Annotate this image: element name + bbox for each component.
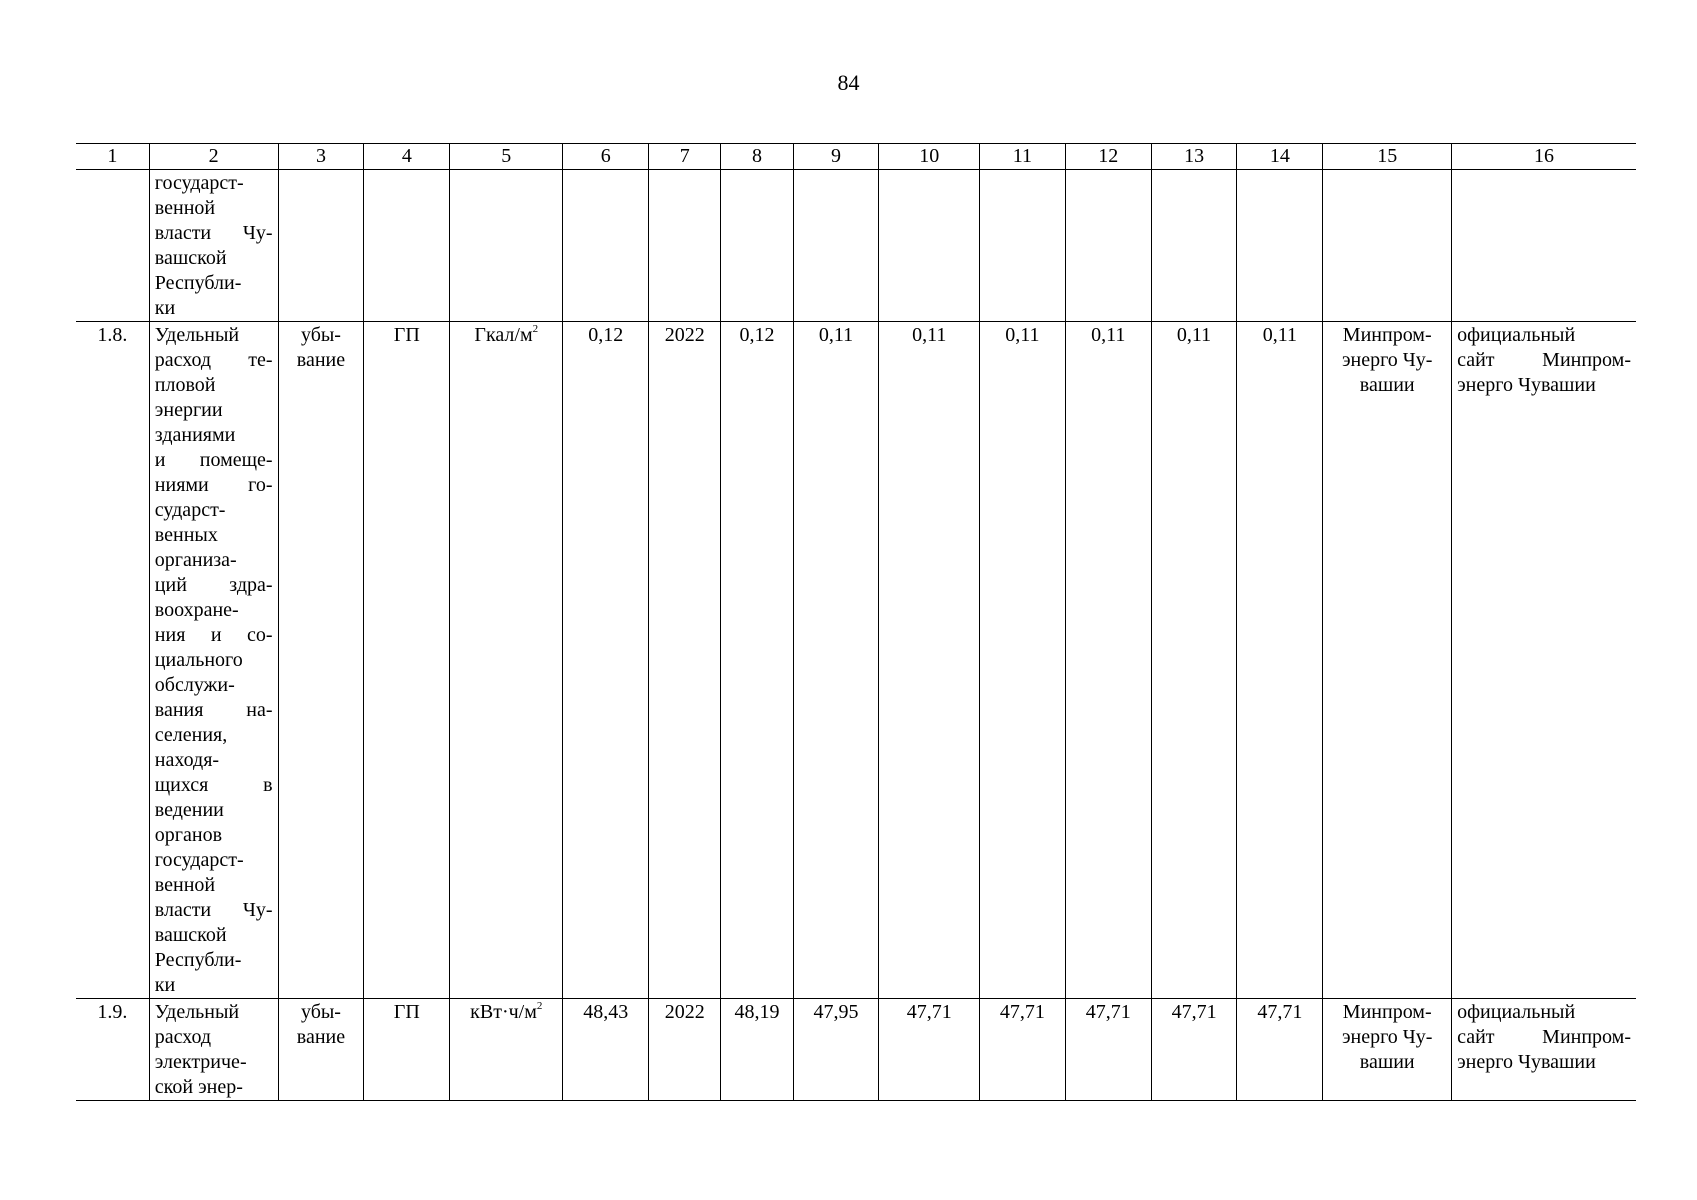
text-line: ской энер- <box>154 1076 243 1098</box>
header-cell: 11 <box>979 144 1065 170</box>
text-line: ведении <box>154 799 224 821</box>
text-line: вания на- <box>154 699 273 721</box>
text-line: сайт Минпром- <box>1457 349 1631 371</box>
unit-text: кВт·ч/м <box>470 1001 537 1023</box>
text-line: Республи- <box>154 949 242 971</box>
text-line: государст- <box>154 172 244 194</box>
value-cell: 0,11 <box>1237 322 1323 999</box>
header-cell: 6 <box>563 144 649 170</box>
header-cell: 16 <box>1452 144 1636 170</box>
text-line: власти Чу- <box>154 222 273 244</box>
row-number: 1.8. <box>76 322 149 999</box>
header-cell: 12 <box>1065 144 1151 170</box>
text-line: официальный <box>1457 324 1576 346</box>
value-cell: 47,71 <box>1151 999 1237 1101</box>
header-cell: 2 <box>149 144 278 170</box>
page-number: 84 <box>837 70 860 95</box>
source-cell <box>1452 322 1636 999</box>
header-cell: 8 <box>721 144 793 170</box>
text-line: ния и со- <box>154 624 273 646</box>
text-line: циального <box>154 649 243 671</box>
text-line: венной <box>154 874 216 896</box>
text-line: сайт Минпром- <box>1457 1026 1631 1048</box>
text-line: вание <box>296 349 346 371</box>
text-line: энерго Чу- <box>1341 1026 1433 1048</box>
text-line: расход <box>154 1026 212 1048</box>
table-row <box>76 322 1636 999</box>
text-line: Удельный <box>154 1001 240 1023</box>
text-line: зданиями <box>154 424 236 446</box>
indicators-table <box>76 143 1636 1101</box>
text-line: Республи- <box>154 272 242 294</box>
header-cell: 7 <box>649 144 721 170</box>
value-cell: 47,71 <box>879 999 980 1101</box>
indicator-name-cell <box>149 322 278 999</box>
text-line: находя- <box>154 749 220 771</box>
text-line: энерго Чу- <box>1341 349 1433 371</box>
text-line: энерго Чувашии <box>1457 374 1596 396</box>
text-line: электриче- <box>154 1051 247 1073</box>
text-line: сударст- <box>154 499 226 521</box>
header-cell: 13 <box>1151 144 1237 170</box>
text-line: вашской <box>154 924 227 946</box>
year-cell: 2022 <box>649 999 721 1101</box>
unit-text: Гкал/м <box>474 324 533 346</box>
text-line: ниями го- <box>154 474 273 496</box>
table-row <box>76 999 1636 1101</box>
text-line: убы- <box>300 324 341 346</box>
base-value-cell: 0,12 <box>563 322 649 999</box>
base-value-cell: 48,43 <box>563 999 649 1101</box>
text-line: воохране- <box>154 599 239 621</box>
text-line: энерго Чувашии <box>1457 1051 1596 1073</box>
text-line: селения, <box>154 724 228 746</box>
text-line: венной <box>154 197 216 219</box>
indicator-name-cell <box>149 999 278 1101</box>
text-line: вание <box>296 1026 346 1048</box>
text-line: Минпром- <box>1342 1001 1432 1023</box>
text-line: официальный <box>1457 1001 1576 1023</box>
text-line: энергии <box>154 399 223 421</box>
text-line: вашии <box>1359 1051 1415 1073</box>
header-cell: 1 <box>76 144 149 170</box>
unit-cell <box>450 322 563 999</box>
text-line: щихся в <box>154 774 273 796</box>
table-row-continuation <box>76 170 1636 322</box>
text-line: и помеще- <box>154 449 273 471</box>
text-line: ций здра- <box>154 574 273 596</box>
text-line: государст- <box>154 849 244 871</box>
unit-superscript: 2 <box>536 1000 543 1012</box>
text-line: венных <box>154 524 218 546</box>
year-cell: 2022 <box>649 322 721 999</box>
value-cell: 0,12 <box>721 322 793 999</box>
value-cell: 0,11 <box>1065 322 1151 999</box>
text-line: пловой <box>154 374 216 396</box>
header-cell: 5 <box>450 144 563 170</box>
text-line: ки <box>154 297 176 319</box>
text-line: органов <box>154 824 223 846</box>
text-line: власти Чу- <box>154 899 273 921</box>
value-cell: 0,11 <box>879 322 980 999</box>
header-cell: 10 <box>879 144 980 170</box>
header-cell: 14 <box>1237 144 1323 170</box>
program-cell: ГП <box>364 999 450 1101</box>
value-cell: 47,71 <box>1237 999 1323 1101</box>
program-cell: ГП <box>364 322 450 999</box>
text-line: расход те- <box>154 349 273 371</box>
value-cell: 47,95 <box>793 999 879 1101</box>
value-cell: 47,71 <box>1065 999 1151 1101</box>
text-line: вашии <box>1359 374 1415 396</box>
text-line: организа- <box>154 549 237 571</box>
header-cell: 3 <box>278 144 364 170</box>
value-cell: 47,71 <box>979 999 1065 1101</box>
unit-superscript: 2 <box>532 323 539 335</box>
responsible-cell <box>1323 999 1452 1101</box>
value-cell: 0,11 <box>1151 322 1237 999</box>
header-cell: 9 <box>793 144 879 170</box>
indicator-name-cell <box>149 170 278 322</box>
text-line: Удельный <box>154 324 240 346</box>
value-cell: 48,19 <box>721 999 793 1101</box>
value-cell: 0,11 <box>979 322 1065 999</box>
text-line: убы- <box>300 1001 341 1023</box>
responsible-cell <box>1323 322 1452 999</box>
text-line: вашской <box>154 247 227 269</box>
header-cell: 15 <box>1323 144 1452 170</box>
table-header-row <box>76 144 1636 170</box>
trend-cell <box>278 999 364 1101</box>
row-number: 1.9. <box>76 999 149 1101</box>
header-cell: 4 <box>364 144 450 170</box>
source-cell <box>1452 999 1636 1101</box>
text-line: ки <box>154 974 176 996</box>
text-line: Минпром- <box>1342 324 1432 346</box>
trend-cell <box>278 322 364 999</box>
unit-cell <box>450 999 563 1101</box>
text-line: обслужи- <box>154 674 235 696</box>
value-cell: 0,11 <box>793 322 879 999</box>
